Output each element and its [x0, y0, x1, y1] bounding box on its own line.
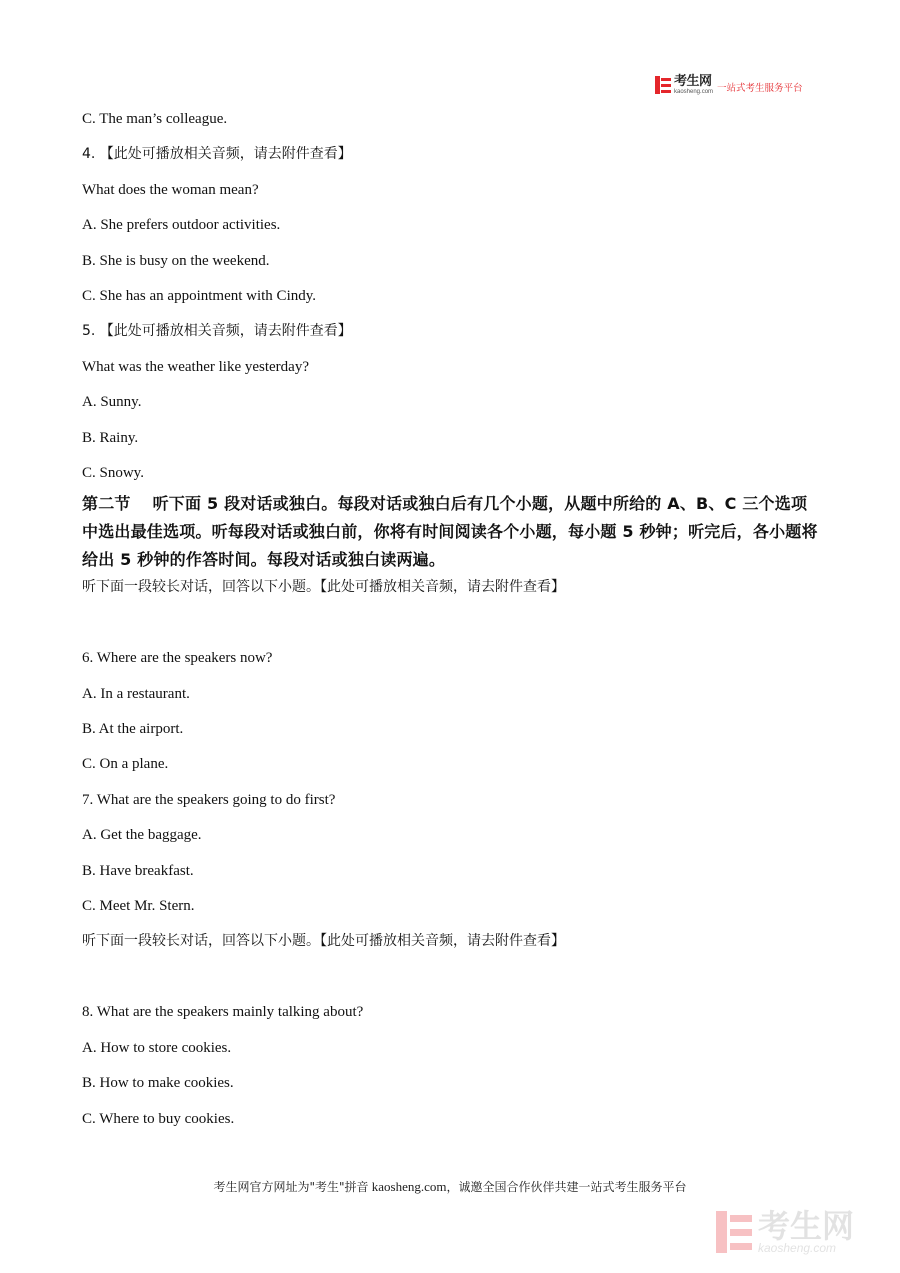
logo-en: kaosheng.com: [674, 89, 714, 95]
watermark-icon: [716, 1211, 752, 1253]
footer: [0, 1178, 900, 1195]
question-line: What does the woman mean?: [82, 181, 259, 198]
section-heading: [82, 490, 822, 574]
question-line: A. How to store cookies.: [82, 1039, 232, 1056]
question-line: A. Sunny.: [82, 394, 142, 411]
question-line: A. Get the baggage.: [82, 827, 202, 844]
watermark-logo: [716, 1207, 886, 1257]
audio-placeholder: 4. 【此处可播放相关音频，请去附件查看】: [82, 146, 352, 163]
instruction-2: 听下面一段较长对话，回答以下小题。【此处可播放相关音频，请去附件查看】: [82, 933, 565, 950]
question-line: C. She has an appointment with Cindy.: [82, 287, 317, 304]
footer-text-2: ，诚邀全国合作伙伴共建一站式考生服务平台: [446, 1180, 687, 1194]
question-line: 8. What are the speakers mainly talking about?: [82, 1004, 364, 1021]
watermark-en: kaosheng.com: [758, 1241, 837, 1255]
question-line: 6. Where are the speakers now?: [82, 650, 273, 667]
question-line: C. Snowy.: [82, 464, 144, 481]
question-line: C. Meet Mr. Stern.: [82, 898, 195, 915]
question-line: 7. What are the speakers going to do first?: [82, 791, 336, 808]
instruction-1: 听下面一段较长对话，回答以下小题。【此处可播放相关音频，请去附件查看】: [82, 579, 565, 596]
part2-list: [82, 647, 822, 930]
section-label: 第二节: [82, 494, 131, 514]
document-body: [82, 108, 822, 1143]
logo-cn: 考生网: [674, 74, 712, 89]
footer-text-1: 考生网官方网址为"考生"拼音: [213, 1180, 369, 1194]
question-line: A. She prefers outdoor activities.: [82, 217, 281, 234]
audio-placeholder: 5. 【此处可播放相关音频，请去附件查看】: [82, 323, 352, 340]
question-line: B. Have breakfast.: [82, 862, 194, 879]
question-line: B. How to make cookies.: [82, 1075, 234, 1092]
watermark-cn: 考生网: [758, 1207, 855, 1245]
logo-tagline: 一站式考生服务平台: [717, 82, 803, 94]
question-line: What was the weather like yesterday?: [82, 358, 309, 375]
footer-url[interactable]: kaosheng.com: [371, 1179, 447, 1194]
part3-list: [82, 1001, 822, 1143]
question-line: A. In a restaurant.: [82, 685, 190, 702]
question-line: C. On a plane.: [82, 756, 169, 773]
part1-list: [82, 108, 822, 497]
question-line: B. At the airport.: [82, 721, 184, 738]
logo-icon: [655, 76, 671, 94]
question-line: B. Rainy.: [82, 429, 139, 446]
question-line: C. Where to buy cookies.: [82, 1110, 235, 1127]
question-line: B. She is busy on the weekend.: [82, 252, 270, 269]
question-line: C. The man’s colleague.: [82, 111, 228, 127]
section-text: 听下面 5 段对话或独白。每段对话或独白后有几个小题，从题中所给的 A、B、C 三个选项中选出最佳选项。听每段对话或独白前，你将有时间阅读各个小题，每小题 5 秒钟；听完后，各小题将给出 5 秒钟的作答时间。每段对话或独白读两遍。: [82, 494, 818, 570]
header-logo: [655, 73, 825, 97]
